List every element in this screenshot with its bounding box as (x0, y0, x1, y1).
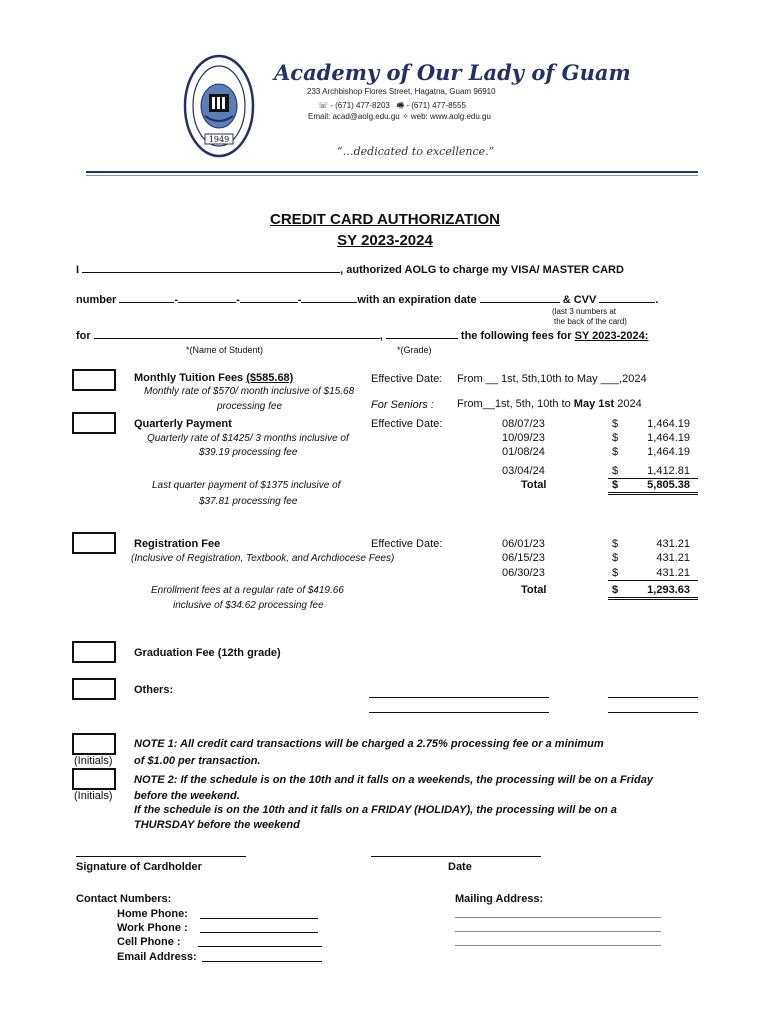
signature-date-field[interactable] (371, 856, 541, 857)
registration-checkbox[interactable] (72, 532, 116, 554)
registration-effective-label: Effective Date: (371, 538, 443, 550)
registration-desc-2: Enrollment fees at a regular rate of $419.66 (151, 585, 344, 596)
expiry-label: with an expiration date (357, 294, 477, 306)
graduation-checkbox[interactable] (72, 641, 116, 663)
quarterly-total-rule (608, 492, 698, 493)
registration-subtotal-rule (608, 580, 698, 581)
school-address: 233 Archbishop Flores Street, Hagatna, Guam 96910 (307, 87, 496, 96)
quarterly-total-label: Total (521, 479, 547, 491)
cardholder-name-field[interactable] (82, 262, 340, 273)
student-name-field[interactable] (94, 328, 380, 339)
seniors-value-c: 2024 (617, 398, 642, 410)
quarterly-desc-2: $39.19 processing fee (199, 447, 298, 458)
monthly-desc-2: processing fee (217, 401, 283, 412)
note2-line-b: before the weekend. (134, 790, 240, 802)
grade-field[interactable] (386, 328, 458, 339)
registration-total-amount: 1,293.63 (647, 584, 690, 596)
fees-sy: SY 2023-2024: (574, 330, 649, 342)
mailing-address-field-1[interactable] (455, 917, 661, 918)
card-number-seg-1[interactable] (119, 292, 174, 303)
school-email-web: Email: acad@aolg.edu.gu ✧ web: www.aolg.edu.gu (308, 112, 491, 121)
auth-line-3: for , the following fees for SY 2023-2024: (76, 330, 649, 342)
monthly-checkbox[interactable] (72, 369, 116, 391)
registration-cur: $ (612, 567, 619, 579)
registration-total-rule-2 (608, 599, 698, 600)
school-name: Academy of Our Lady of Guam (274, 60, 631, 85)
quarterly-date: 01/08/24 (502, 446, 545, 458)
work-phone-label: Work Phone : (117, 922, 188, 934)
home-phone-label: Home Phone: (117, 908, 188, 920)
auth-text: , authorized AOLG to charge my VISA/ MASTER CARD (340, 264, 624, 276)
email-address-label: Email Address: (117, 951, 197, 963)
auth-line-1 (76, 262, 624, 276)
quarterly-total-rule-2 (608, 494, 698, 495)
quarterly-effective-label: Effective Date: (371, 418, 443, 430)
mailing-address-field-2[interactable] (455, 931, 661, 932)
cvv-note-2: the back of the card) (554, 317, 627, 326)
note1-initials-label: (Initials) (74, 755, 113, 767)
for-label: for (76, 330, 91, 342)
phone-icon: ☏ (318, 101, 329, 110)
quarterly-total-cur: $ (612, 479, 619, 491)
number-label: number (76, 294, 117, 306)
registration-date: 06/01/23 (502, 538, 545, 550)
auth-i: I (76, 264, 80, 276)
auth-line-2: number - - - with an expiration date & CVV . (76, 294, 659, 306)
contact-heading: Contact Numbers: (76, 893, 172, 905)
registration-amount: 431.21 (656, 552, 690, 564)
quarterly-last-desc-2: $37.81 processing fee (199, 496, 298, 507)
card-number-seg-3[interactable] (240, 292, 298, 303)
registration-total-cur: $ (612, 584, 619, 596)
quarterly-cur: $ (612, 418, 619, 430)
registration-amount: 431.21 (656, 538, 690, 550)
form-school-year: SY 2023-2024 (337, 232, 433, 249)
seal-year: 1949 (208, 135, 230, 144)
cvv-label: & CVV (562, 294, 597, 306)
note1-initials-box[interactable] (72, 733, 116, 755)
note2-line-c: If the schedule is on the 10th and it falls on a FRIDAY (HOLIDAY), the processing will be on a (134, 804, 617, 816)
note2-initials-label: (Initials) (74, 790, 113, 802)
monthly-title-row (134, 372, 293, 384)
form-title: CREDIT CARD AUTHORIZATION (270, 211, 500, 228)
note2-initials-box[interactable] (72, 768, 116, 790)
cell-phone-label: Cell Phone : (117, 936, 181, 948)
others-desc-field-2[interactable] (369, 712, 549, 713)
email-address-field[interactable] (202, 961, 322, 962)
work-phone-field[interactable] (200, 932, 318, 933)
quarterly-cur: $ (612, 432, 619, 444)
quarterly-date: 08/07/23 (502, 418, 545, 430)
quarterly-last-desc-1: Last quarter payment of $1375 inclusive of (152, 480, 341, 491)
registration-total-label: Total (521, 584, 547, 596)
monthly-effective-value: From __ 1st, 5th,10th to May ___,2024 (457, 373, 647, 385)
others-label: Others: (134, 684, 174, 696)
signature-date-label: Date (448, 861, 472, 873)
others-desc-field-1[interactable] (369, 697, 549, 698)
quarterly-cur: $ (612, 446, 619, 458)
fees-text: the following fees for (460, 330, 572, 342)
card-number-seg-2[interactable] (178, 292, 236, 303)
school-motto: “…dedicated to excellence.” (337, 145, 495, 158)
registration-date: 06/30/23 (502, 567, 545, 579)
quarterly-amount: 1,464.19 (647, 446, 690, 458)
header-divider (86, 171, 698, 173)
quarterly-checkbox[interactable] (72, 412, 116, 434)
others-amount-field-1[interactable] (608, 697, 698, 698)
student-caption: *(Name of Student) (186, 345, 264, 355)
registration-desc-3: inclusive of $34.62 processing fee (173, 600, 324, 611)
quarterly-total-amount: 5,805.38 (647, 479, 690, 491)
quarterly-amount: 1,464.19 (647, 418, 690, 430)
card-number-seg-4[interactable] (301, 292, 357, 303)
cardholder-signature-field[interactable] (76, 856, 246, 857)
mailing-address-label: Mailing Address: (455, 893, 544, 905)
registration-cur: $ (612, 552, 619, 564)
registration-desc-1: (Inclusive of Registration, Textbook, and Archdiocese Fees) (131, 553, 395, 564)
cvv-note-1: (last 3 numbers at (552, 307, 617, 316)
others-checkbox[interactable] (72, 678, 116, 700)
quarterly-amount: 1,412.81 (647, 465, 690, 477)
seniors-label: For Seniors : (371, 399, 434, 411)
quarterly-cur: $ (612, 465, 619, 477)
graduation-label: Graduation Fee (12th grade) (134, 647, 281, 659)
quarterly-date: 03/04/24 (502, 465, 545, 477)
note2-line-a: NOTE 2: If the schedule is on the 10th and it falls on a weekends, the processing will be on a Friday (134, 774, 653, 786)
school-fax: - (671) 477-8555 (406, 101, 466, 110)
monthly-amount: ($585.68) (246, 372, 294, 384)
registration-date: 06/15/23 (502, 552, 545, 564)
note1-line-a: NOTE 1: All credit card transactions will be charged a 2.75% processing fee or a minimum (134, 738, 604, 750)
monthly-desc-1: Monthly rate of $570/ month inclusive of $15.68 (144, 386, 355, 397)
note2-line-d: THURSDAY before the weekend (134, 819, 300, 831)
expiry-field[interactable] (480, 292, 560, 303)
seniors-value (457, 398, 642, 410)
seniors-value-b: May 1st (573, 398, 615, 410)
home-phone-field[interactable] (200, 918, 318, 919)
school-phone: - (671) 477-8203 (330, 101, 390, 110)
grade-caption: *(Grade) (397, 345, 432, 355)
quarterly-label: Quarterly Payment (134, 418, 232, 430)
mailing-address-field-3[interactable] (455, 945, 661, 946)
cvv-field[interactable] (599, 292, 655, 303)
monthly-label: Monthly Tuition Fees (134, 372, 244, 384)
registration-cur: $ (612, 538, 619, 550)
seniors-value-a: From__1st, 5th, 10th to (457, 398, 571, 410)
header-divider-thin (86, 175, 698, 176)
cardholder-signature-label: Signature of Cardholder (76, 861, 202, 873)
note1-line-b: of $1.00 per transaction. (134, 755, 261, 767)
registration-total-rule (608, 597, 698, 598)
quarterly-date: 10/09/23 (502, 432, 545, 444)
school-seal (183, 54, 255, 158)
fax-icon: 🖷 (396, 101, 405, 110)
registration-label: Registration Fee (134, 538, 221, 550)
registration-amount: 431.21 (656, 567, 690, 579)
others-amount-field-2[interactable] (608, 712, 698, 713)
cell-phone-field[interactable] (198, 946, 322, 947)
monthly-effective-label: Effective Date: (371, 373, 443, 385)
quarterly-desc-1: Quarterly rate of $1425/ 3 months inclusive of (147, 433, 349, 444)
quarterly-amount: 1,464.19 (647, 432, 690, 444)
